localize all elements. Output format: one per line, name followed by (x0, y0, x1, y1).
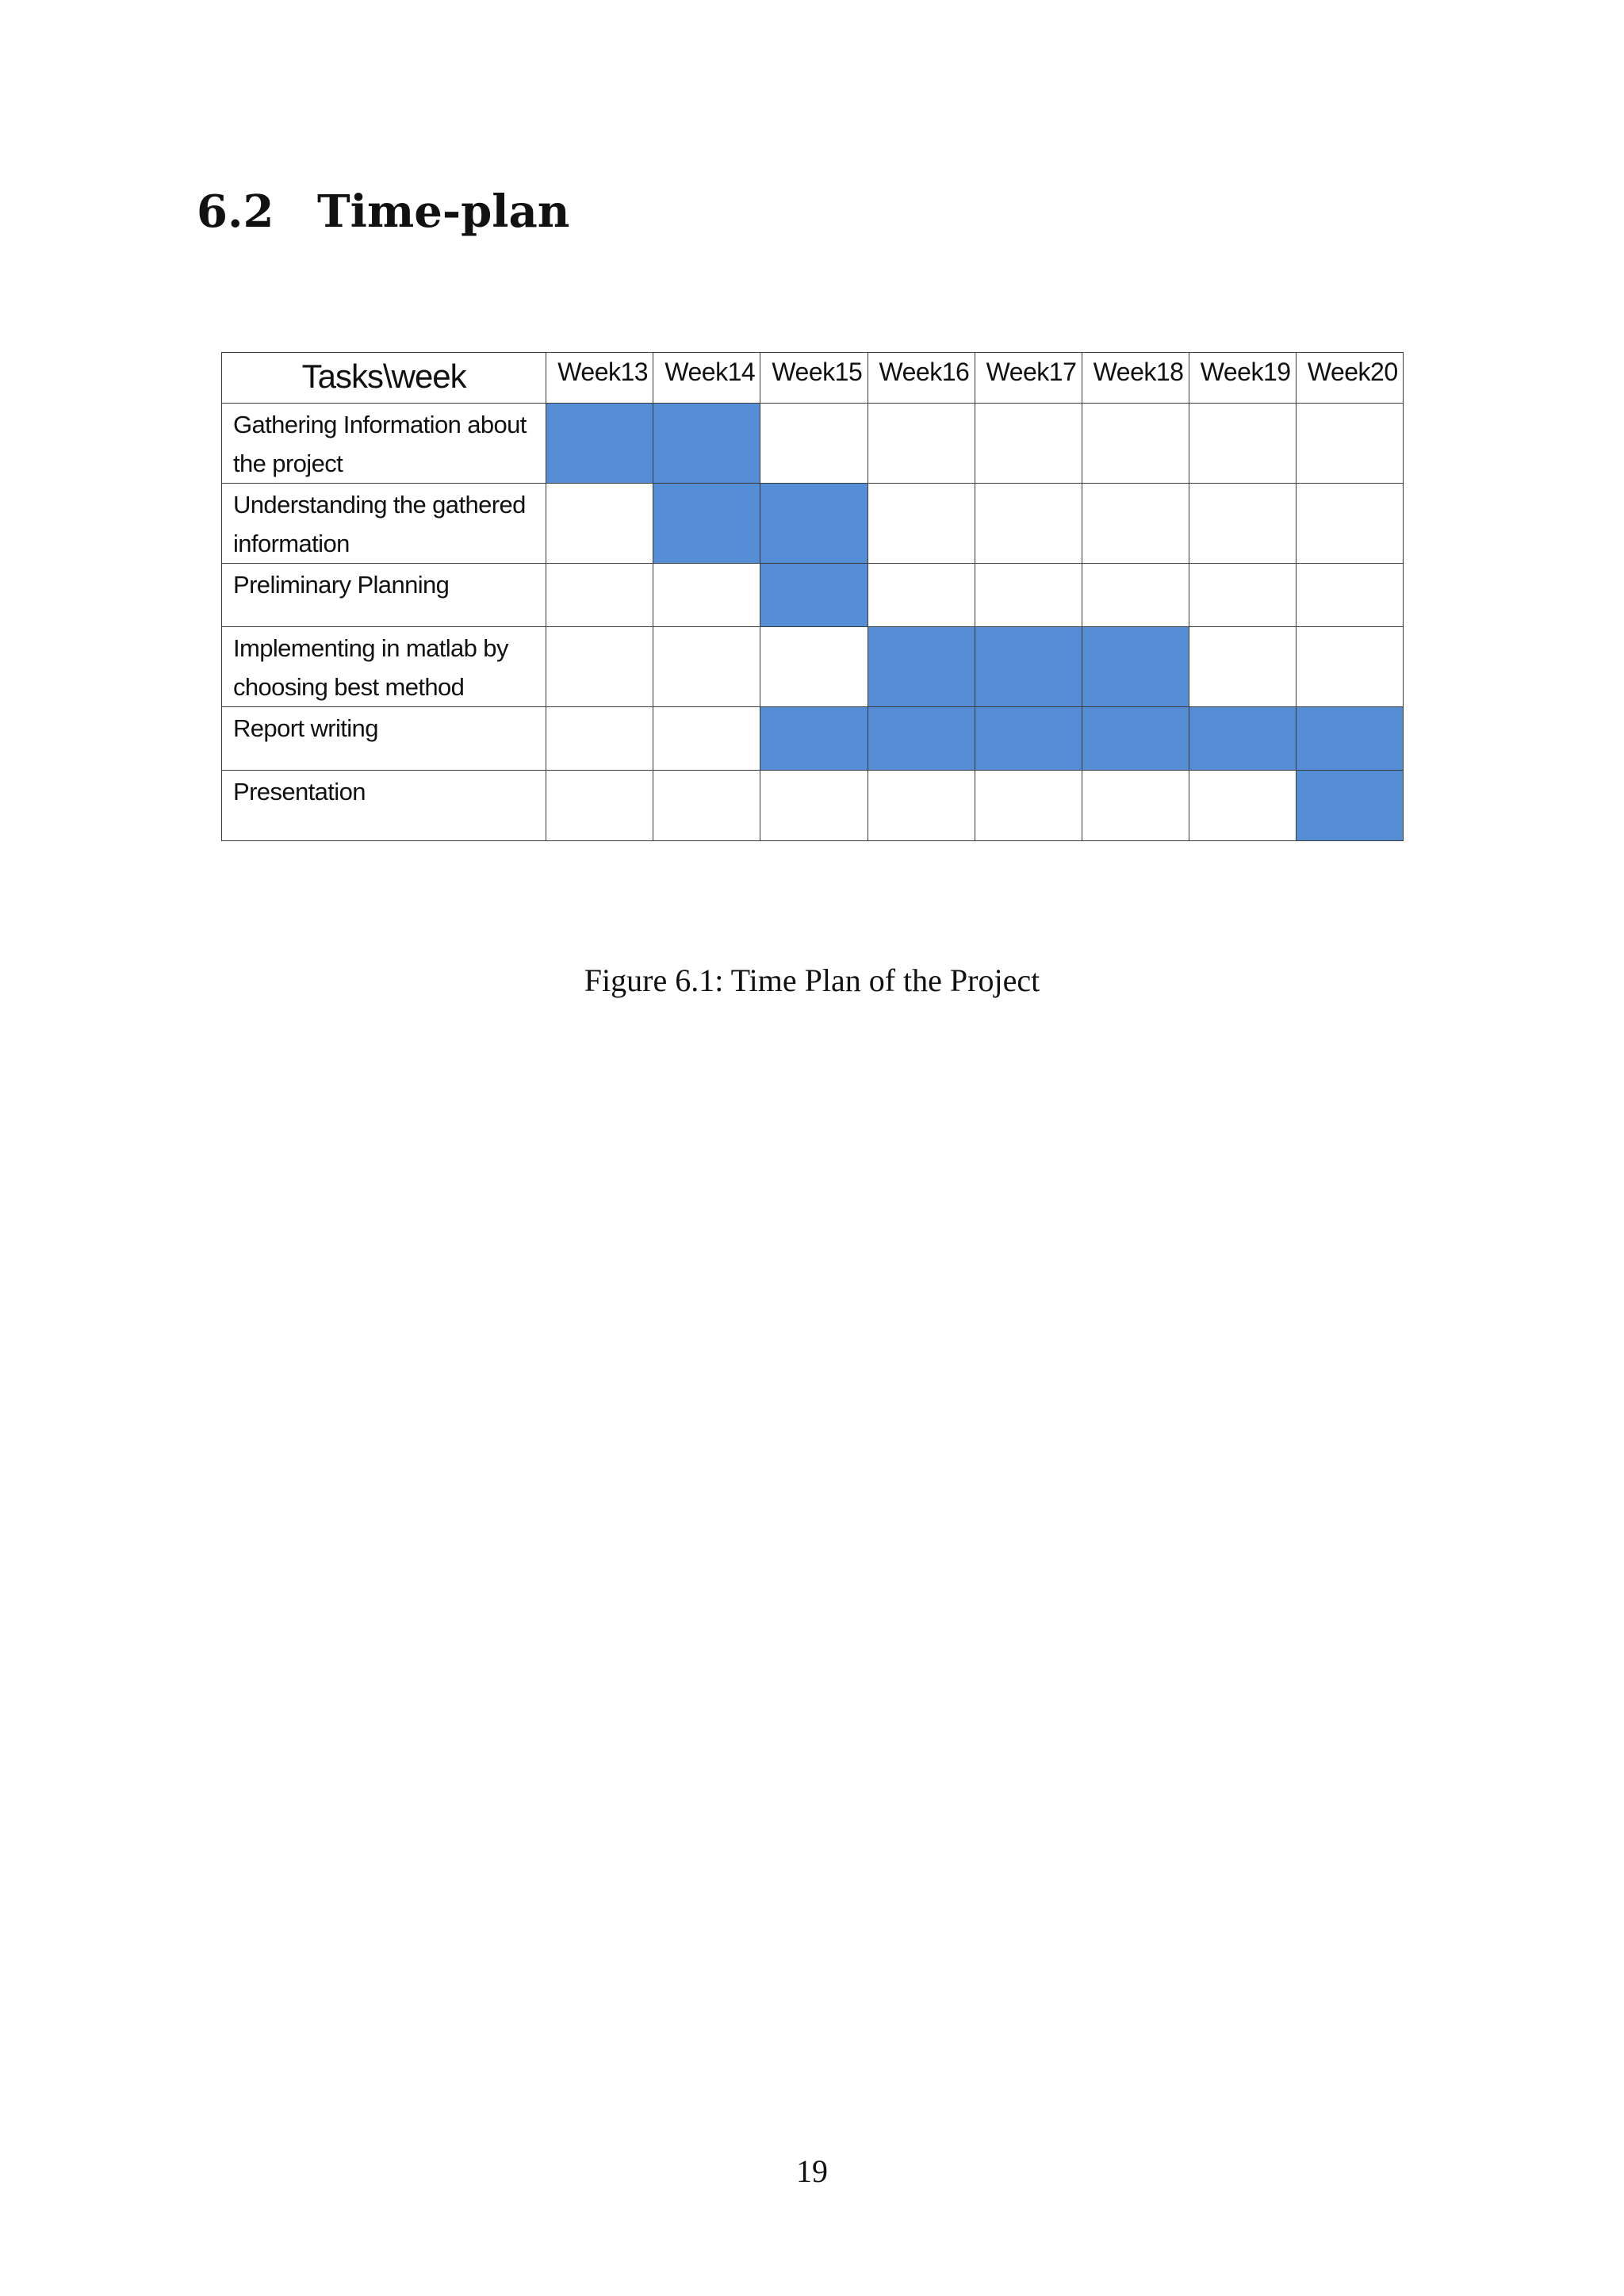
week-header: Week15 (760, 353, 868, 404)
time-plan-figure (221, 352, 1404, 836)
gantt-cell-active (868, 627, 975, 707)
task-row (222, 564, 1404, 627)
gantt-cell-active (868, 707, 975, 771)
gantt-cell-empty (1296, 484, 1403, 564)
gantt-cell-empty (546, 627, 653, 707)
gantt-cell-active (760, 707, 868, 771)
task-label: Gathering Information about the project (222, 404, 546, 484)
gantt-table (221, 352, 1404, 841)
gantt-cell-empty (1189, 771, 1296, 841)
gantt-cell-empty (975, 771, 1082, 841)
gantt-cell-active (1082, 707, 1189, 771)
gantt-cell-active (653, 484, 760, 564)
gantt-cell-empty (546, 707, 653, 771)
gantt-cell-empty (1296, 404, 1403, 484)
gantt-cell-empty (1296, 564, 1403, 627)
gantt-cell-empty (1189, 404, 1296, 484)
gantt-cell-active (1296, 707, 1403, 771)
gantt-cell-empty (760, 404, 868, 484)
gantt-cell-empty (653, 771, 760, 841)
gantt-cell-empty (760, 627, 868, 707)
week-header: Week17 (975, 353, 1082, 404)
gantt-cell-active (546, 404, 653, 484)
tasks-week-header: Tasks\week (222, 353, 546, 404)
week-header: Week18 (1082, 353, 1189, 404)
gantt-cell-empty (1189, 627, 1296, 707)
gantt-cell-active (653, 404, 760, 484)
task-label: Presentation (222, 771, 546, 841)
gantt-cell-empty (546, 771, 653, 841)
task-row (222, 771, 1404, 841)
gantt-cell-empty (1082, 771, 1189, 841)
gantt-cell-empty (546, 484, 653, 564)
task-label: Report writing (222, 707, 546, 771)
task-row (222, 627, 1404, 707)
section-number: 6.2 (197, 186, 274, 238)
gantt-cell-active (1189, 707, 1296, 771)
gantt-cell-empty (653, 564, 760, 627)
task-label: Understanding the gathered information (222, 484, 546, 564)
week-header: Week14 (653, 353, 760, 404)
task-label: Implementing in matlab by choosing best method (222, 627, 546, 707)
week-header: Week13 (546, 353, 653, 404)
week-header: Week20 (1296, 353, 1403, 404)
task-row (222, 404, 1404, 484)
gantt-cell-empty (1189, 484, 1296, 564)
gantt-cell-active (760, 484, 868, 564)
gantt-cell-empty (975, 484, 1082, 564)
task-row (222, 484, 1404, 564)
section-title: Time-plan (317, 186, 570, 238)
gantt-cell-active (1082, 627, 1189, 707)
gantt-cell-empty (1082, 564, 1189, 627)
gantt-cell-active (760, 564, 868, 627)
gantt-cell-empty (546, 564, 653, 627)
task-label: Preliminary Planning (222, 564, 546, 627)
gantt-cell-empty (1082, 404, 1189, 484)
gantt-cell-empty (868, 564, 975, 627)
task-row (222, 707, 1404, 771)
week-header: Week16 (868, 353, 975, 404)
gantt-cell-active (975, 707, 1082, 771)
gantt-body (222, 404, 1404, 841)
gantt-cell-empty (868, 404, 975, 484)
gantt-cell-empty (760, 771, 868, 841)
gantt-cell-active (1296, 771, 1403, 841)
figure-caption: Figure 6.1: Time Plan of the Project (584, 962, 1040, 998)
gantt-cell-empty (868, 484, 975, 564)
gantt-cell-empty (975, 404, 1082, 484)
gantt-cell-empty (1189, 564, 1296, 627)
gantt-cell-empty (1082, 484, 1189, 564)
gantt-cell-active (975, 627, 1082, 707)
gantt-cell-empty (868, 771, 975, 841)
page-number: 19 (796, 2153, 828, 2189)
week-header: Week19 (1189, 353, 1296, 404)
gantt-cell-empty (1296, 627, 1403, 707)
gantt-cell-empty (653, 627, 760, 707)
gantt-cell-empty (653, 707, 760, 771)
section-heading (197, 184, 570, 239)
gantt-header-row (222, 353, 1404, 404)
gantt-cell-empty (975, 564, 1082, 627)
